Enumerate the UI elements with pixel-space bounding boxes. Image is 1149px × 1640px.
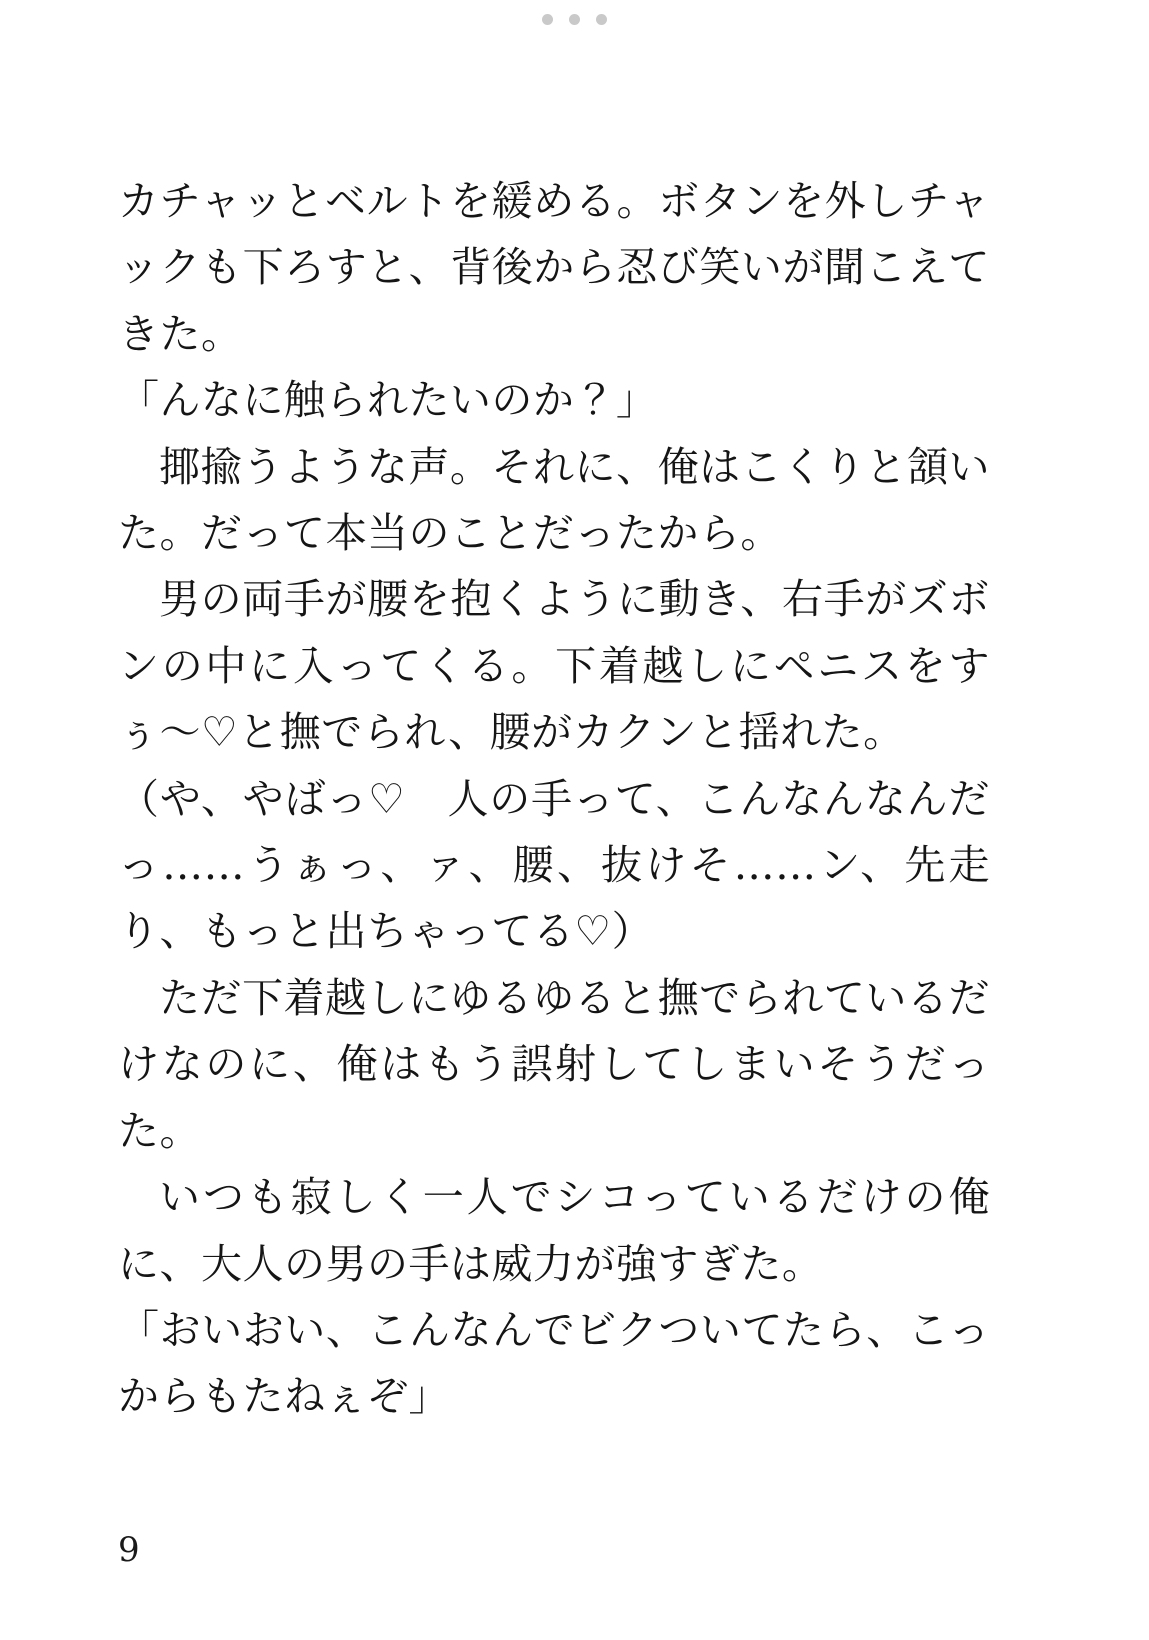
paragraph: 「おいおい、こんなんでビクついてたら、こっからもたねぇぞ」	[118, 1305, 990, 1421]
section-ornament	[0, 14, 1149, 25]
body-text	[118, 168, 990, 1430]
paragraph: カチャッとベルトを緩める。ボタンを外しチャックも下ろすと、背後から忍び笑いが聞こえてきた。	[118, 177, 990, 358]
page-number: 9	[118, 1530, 140, 1570]
paragraph: （や、やばっ♡ 人の手って、こんなんなんだっ……うぁっ、ァ、腰、抜けそ……ン、先走り、もっと出ちゃってる♡）	[118, 774, 990, 956]
paragraph: ただ下着越しにゆるゆると撫でられているだけなのに、俺はもう誤射してしまいそうだった。	[118, 973, 990, 1155]
paragraph: 男の両手が腰を抱くように動き、右手がズボンの中に入ってくる。下着越しにペニスをすぅ〜♡と撫でられ、腰がカクンと揺れた。	[118, 575, 990, 757]
ornament-dot-icon	[569, 14, 580, 25]
ornament-dot-icon	[542, 14, 553, 25]
ornament-dot-icon	[596, 14, 607, 25]
paragraph: 揶揄うような声。それに、俺はこくりと頷いた。だって本当のことだったから。	[118, 442, 990, 558]
paragraph: 「んなに触られたいのか？」	[118, 376, 658, 425]
paragraph: いつも寂しく一人でシコっているだけの俺に、大人の男の手は威力が強すぎた。	[118, 1173, 990, 1288]
